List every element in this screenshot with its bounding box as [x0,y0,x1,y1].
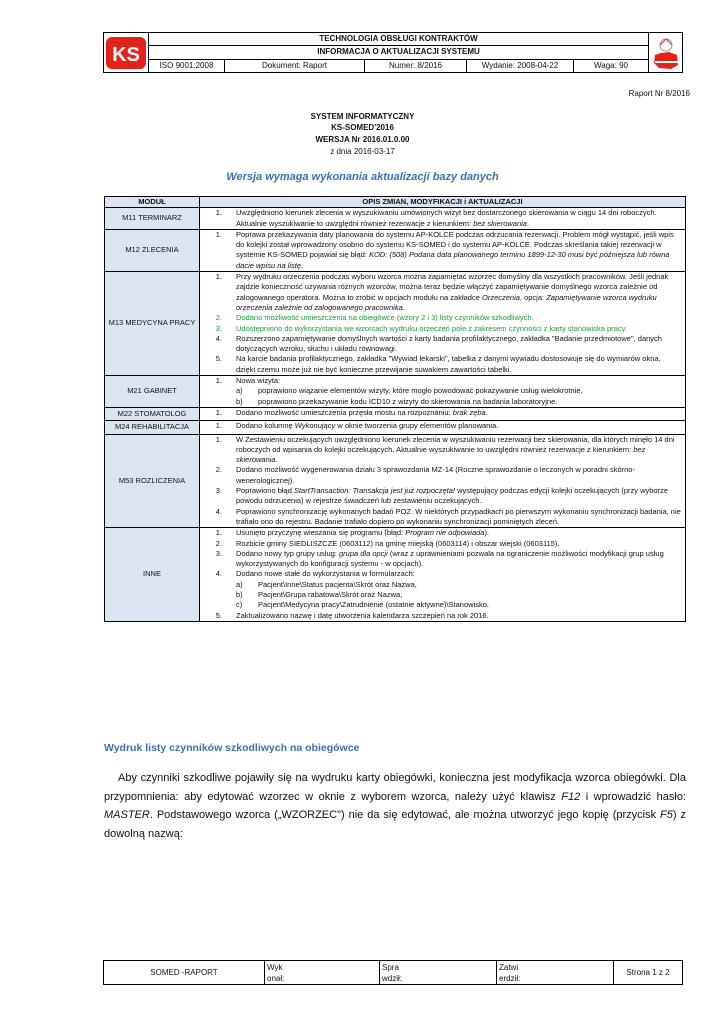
item-number: 3. [215,486,222,496]
item-text [236,376,681,386]
module-changes [200,208,686,230]
item-text-part: Przy wydruku orzeczenia podczas wyboru wzorca można zapamiętać wzorzec domyślny dla wszystkich pracowników. Jeśli jednak zajdzie konieczność używania różnych wzorców, można teraz będzie włączyć zapamiętywanie domyślnego wzorca zależnie od zalogowanego operatora. Można to zrobić w opcjach modułu na zakładce [236,272,669,302]
document-header [103,32,683,73]
column-header-module: MODUŁ [105,197,200,208]
svg-text:KS: KS [112,44,140,66]
change-item [200,549,681,570]
item-number: 1. [215,208,222,218]
module-changes [200,229,686,271]
item-number: 1. [215,528,222,538]
change-subitem [200,600,681,610]
system-version: WERSJA Nr 2016.01.0.00 [315,135,410,144]
subitem-text: Pacjent\Grupa rabatowa\Skrót oraz Nazwa, [258,589,403,599]
table-row [105,434,686,528]
item-text-part: . [526,218,530,228]
item-number: 4. [215,333,222,343]
item-text-part: ). [484,528,490,538]
system-name: KS-SOMED'2016 [331,123,394,132]
subitem-letter: c) [236,600,243,610]
footer-label: wdził: [382,974,403,983]
item-text [236,507,681,528]
change-item [200,569,681,579]
item-number: 3. [215,548,222,558]
item-text-part: (wraz z uprawnieniami pozwala na ograniczenie możliwości modyfikacji grup usług wykorzystywanych do konfiguracji systemu - w opcjach). [236,548,664,569]
body-paragraph [104,769,686,843]
password-master: MASTER [104,809,150,821]
header-title-1: TECHNOLOGIA OBSŁUGI KONTRAKTÓW [149,33,648,46]
change-subitem [200,580,681,590]
item-text-part: w oknie tworzenia grupy elementów planowania. [335,421,499,431]
item-text-part: Poprawa przekazywania daty planowania do systemu AP-KOLCE podczas odrzucania rezerwacji. Problem mógł wystąpić, jeśli wpis do kolejki został wprowadzony osobno do systemu KS-SOMED i do systemu AP-KOLCE. Podczas skreślania takiej rezerwacji w systemie KS-SOMED pojawiał się błąd: [236,229,674,260]
item-number: 2. [215,538,222,548]
report-number: Raport Nr 8/2016 [628,89,690,98]
change-item [200,408,681,418]
change-item [200,376,681,386]
item-text-part: Dodano kolumnę [236,421,295,431]
item-text [236,569,681,579]
item-text-part: Nowa wizyta: [236,376,281,386]
paragraph-text: Aby czynniki szkodliwe pojawiły się na wydruku karty obiegówki, konieczna jest modyfikacja wzorca obiegówki. Dla przypomnienia: aby edytować wzorzec w oknie z wyborem wzorca, należy użyć klawisz [104,772,686,803]
table-header-row [105,197,686,208]
item-text [236,465,681,486]
item-text-part: Zaktualizowano nazwę i datę utworzenia kalendarza szczepień na rok 2016. [236,610,489,620]
change-subitem [200,397,681,407]
module-changes [200,434,686,528]
item-text [236,435,681,466]
item-text [236,549,681,570]
footer-label: Spra [382,963,399,972]
item-text-part: Poprawiono synchronizację wykonanych badań POZ. W niektórych przypadkach po pierwszym wykonaniu synchronizacji badania, nie trafiało ono do rejestru. Badanie trafiało dopiero po wykonaniu synchronizacji pominiętych zleceń. [236,506,681,526]
footer-checked-by [380,961,497,984]
module-changes [200,376,686,408]
item-text [236,354,681,375]
subitem-letter: a) [236,386,243,396]
table-row [105,528,686,622]
item-text [236,486,681,507]
module-name: M22 STOMATOLOG [105,407,200,420]
item-text-part: W Zestawieniu oczekujących uwzględniono kierunek zlecenia w wyszukiwaniu rezerwacji bez skierowania, dla których minęło 14 dni roboczych od wpisania do kolejki oczekujących. Aktualnie wyszukiwanie to uwzględni również rezerwacje z kierunkiem: [236,434,675,454]
change-item [200,528,681,538]
footer-performed-by [265,961,380,984]
table-row [105,407,686,420]
table-row [105,421,686,434]
italic-text: Program nie odpowiada [405,528,485,538]
item-number: 1. [215,421,222,431]
subitem-text: poprawiono przekazywanie kodu ICD10 z wizyty do skierowania na badania laboratoryjne. [258,396,558,406]
footer-doc-name: SOMED -RAPORT [104,961,265,984]
module-name: M12 ZLECENIA [105,229,200,271]
change-item [200,208,681,229]
item-text-part: , opcja: [519,292,547,302]
subitem-text: Pacjent\Medycyna pracy\Zatrudnienie (ostatnie aktywne)\Stanowisko. [258,600,489,610]
change-subitem [200,386,681,396]
item-text-part: Dodano możliwość umieszczenia na obiegówce (wzory 2 i 3) listy czynników szkodliwych. [236,313,534,323]
item-text [236,324,681,334]
item-text [236,334,681,355]
item-number: 5. [215,354,222,364]
item-text-part: . [301,260,304,270]
item-number: 1. [215,272,222,282]
item-text-part: . [402,302,405,312]
item-number: 4. [215,506,222,516]
document-type: Dokument: Raport [225,60,365,73]
footer-approved-by [497,961,614,984]
paragraph-text: i wprowadzić hasło: [580,790,686,803]
italic-text: brak zęba [452,407,486,417]
subitem-text: poprawiono wiązanie elementów wizyty, które mogło powodować pokazywanie usług wielokrotnie, [258,386,583,396]
item-text-part: Dodano nowe stałe do wykorzystania w formularzach: [236,569,415,579]
footer-page-number: Strona 1 z 2 [626,968,670,977]
item-text-part: Dodano nowy typ grupy usług: [236,548,339,558]
item-text [236,539,681,549]
module-changes [200,421,686,434]
item-text [236,230,681,271]
item-text-part: Dodano możliwość umieszczenia przęsła mostu na rozpoznaniu: [236,407,453,417]
item-number: 1. [215,434,222,444]
item-text [236,408,681,418]
company-logo [104,33,149,73]
section-title: Wydruk listy czynników szkodliwych na obiegówce [104,742,360,754]
module-name: M13 MEDYCYNA PRACY [105,272,200,376]
module-name: M24 REHABILITACJA [105,421,200,434]
item-number: 2. [215,313,222,323]
subitem-letter: a) [236,579,243,589]
iso-label: ISO 9001:2008 [149,60,225,73]
italic-text: StartTransaction: Transakcja jest już rozpoczęta! [293,486,456,496]
item-number: 1. [215,229,222,239]
module-name: INNE [105,528,200,622]
item-text-part: Na karcie badania profilaktycznego, zakładka "Wywiad lekarski", tabelka z danymi wywiadu dostosowuje się do wymiarów okna, dzięki czemu może już nie być konieczne przewijanie suwakiem zawartości tabelki. [236,354,661,374]
change-item [200,354,681,375]
change-item [200,507,681,528]
footer-label: erdził: [499,974,521,983]
italic-text: grupa dla opcji [338,548,388,558]
item-text [236,421,681,431]
item-text-part: występujący podczas edycji kolejki oczekujących (przy wyborze powodu odrzucenia) w rejestrze świadczeń lub zestawieniu oczekujących. [236,486,669,506]
document-footer [103,960,683,985]
item-text-part: Dodano możliwość wygenerowania działu 3 sprawozdania MZ-14 (Roczne sprawozdanie o leczonych w poradni skórno-wenerologicznej). [236,465,635,485]
item-number: 1. [215,376,222,386]
change-item [200,230,681,271]
edition-date: Wydanie: 2008-04-22 [467,60,574,73]
item-text-part: Udostępniono do wykorzystania we wzorcach wydruku orzeczeń pole z zakresem czynności z karty stanowiska pracy. [236,323,627,333]
item-text [236,208,681,229]
change-item [200,272,681,313]
weight-label: Waga: 90 [594,61,628,71]
module-name: M53 ROZLICZENIA [105,434,200,528]
column-header-description: OPIS ZMIAN, MODYFIKACJI i AKTUALIZACJI [200,197,686,208]
header-meta-row [149,60,648,73]
certification-logo [648,33,682,73]
table-row [105,229,686,271]
italic-text: KOD: (508) Podana data planowanego terminu 1899-12-30 musi być późniejsza lub równa dacie wpisu na listę [236,250,670,270]
system-date: z dnia 2016-03-17 [330,147,395,156]
item-text-part: Usunięto przyczynę wieszania się programu (błąd: [236,528,406,538]
item-number: 4. [215,569,222,579]
subitem-letter: b) [236,396,243,406]
table-row [105,376,686,408]
key-f5: F5 [660,809,673,821]
change-subitem [200,590,681,600]
subitem-letter: b) [236,589,243,599]
module-changes [200,407,686,420]
change-item [200,611,681,621]
document-number: Numer: 8/2016 [365,60,467,73]
change-item [200,465,681,486]
module-name: M21 GABINET [105,376,200,408]
system-title: SYSTEM INFORMATYCZNY [310,112,415,121]
change-item [200,421,681,431]
item-text [236,272,681,313]
item-text-part: Rozbicie gminy SIEDLISZCZE (0603112) na gminę miejską (0603114) i obszar wiejski (0603115). [236,538,560,548]
italic-text: Wykonujący [294,421,336,431]
item-number: 5. [215,610,222,620]
change-item [200,539,681,549]
paragraph-text: . Podstawowego wzorca („WZORZEC") nie da się edytować, ale można utworzyć jego kopię (przycisk [149,809,661,821]
changes-table [104,196,686,622]
table-row [105,272,686,376]
italic-text: Zapamiętywanie wzorca wydruku orzeczenia zależnie od zalogowanego pracownika [236,292,657,312]
db-update-warning: Wersja wymaga wykonania aktualizacji bazy danych [226,171,499,183]
item-text [236,528,681,538]
footer-label: onał: [267,974,285,983]
change-item [200,486,681,507]
item-text-part: . [485,407,488,417]
item-text [236,313,681,323]
key-f12: F12 [561,790,581,803]
italic-text: bez skierowania [473,218,527,228]
item-number: 1. [215,407,222,417]
item-text-part: Rozszerzono zapamiętywanie domyślnych wartości z karty badania profilaktycznego, zakładka "Badanie przedmiotowe", danych dotyczących wzroku, słuchu i układu równowagi. [236,333,662,354]
module-changes [200,528,686,622]
change-item [200,334,681,355]
module-name: M11 TERMINARZ [105,208,200,230]
change-item [200,313,681,323]
change-item [200,324,681,334]
footer-label: Zatwi [499,963,519,972]
footer-label: Wyk [267,963,283,972]
italic-text: Orzeczenia [481,292,520,302]
change-item [200,435,681,466]
item-text-part: Uwzględniono kierunek zlecenia w wyszukiwaniu umówionych wizyt bez dostarczonego skierowania w ciągu 14 dni roboczych. Aktualnie wyszukiwanie to uwzględni również rezerwacje z kierunkiem: [236,208,657,228]
table-row [105,208,686,230]
item-number: 2. [215,465,222,475]
item-text-part: . [275,455,278,465]
item-number: 3. [215,323,222,333]
subitem-text: Pacjent\Inne\Status pacjenta\Skrót oraz Nazwa, [258,579,417,589]
italic-text: bez skierowania [236,444,646,465]
item-text [236,611,681,621]
paragraph-text: ) z dowolną nazwą: [104,809,686,840]
module-changes [200,272,686,376]
item-text-part: Poprawiono błąd [236,486,294,496]
header-title-2: INFORMACJA O AKTUALIZACJI SYSTEMU [149,46,648,59]
